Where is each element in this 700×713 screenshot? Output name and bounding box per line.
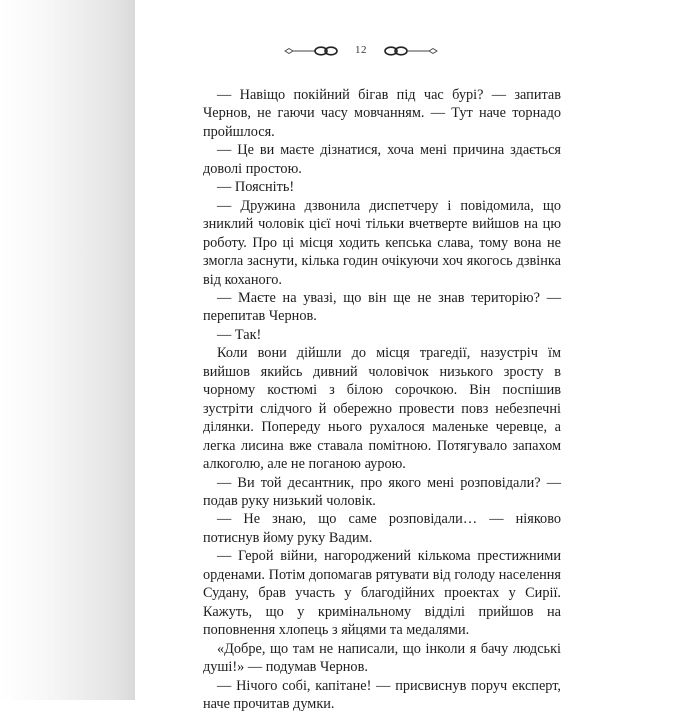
book-page — [135, 0, 700, 700]
paragraph: — Ви той десантник, про якого мені розповідали? — подав руку низький чоловік. — [203, 474, 561, 511]
body-text — [203, 86, 561, 713]
paragraph: — Маєте на увазі, що він ще не знав територію? — перепитав Чернов. — [203, 289, 561, 326]
paragraph: — Поясніть! — [203, 178, 561, 196]
paragraph: — Нічого собі, капітане! — присвиснув поруч експерт, наче прочитав думки. — [203, 677, 561, 713]
paragraph: — Так! — [203, 326, 561, 344]
paragraph: «Добре, що там не написали, що інколи я бачу людські душі!» — подумав Чернов. — [203, 640, 561, 677]
paragraph: — Герой війни, нагороджений кількома престижними орденами. Потім допомагав рятувати від голоду населення Судану, брав участь у благодійних проектах у Сирії. Кажуть, що у кримінальному відділі прийшов на поповнення хлопець з яйцями та медалями. — [203, 547, 561, 639]
paragraph: Коли вони дійшли до місця трагедії, назустріч їм вийшов якийсь дивний чоловічок низького зросту в чорному костюмі з білою сорочкою. Він поспішив зустріти слідчого й обережно провести повз небезпечні ділянки. Попереду нього рухалося маленьке черевце, а легка лисина вже ставала помітною. Потягувало запахом алкоголю, але не поганою аурою. — [203, 344, 561, 473]
paragraph: — Не знаю, що саме розповідали… — ніяково потиснув йому руку Вадим. — [203, 510, 561, 547]
paragraph: — Навіщо покійний бігав під час бурі? — запитав Чернов, не гаючи часу мовчанням. — Тут наче торнадо пройшлося. — [203, 86, 561, 141]
paragraph: — Дружина дзвонила диспетчеру і повідомила, що зниклий чоловік цієї ночі тільки вчетверте вийшов на цю роботу. Про ці місця ходить кепська слава, тому вона не змогла заснути, кілька годин очікуючи хоч якогось дзвінка від коханого. — [203, 197, 561, 289]
page-header — [219, 36, 503, 66]
page-gutter-shadow — [0, 0, 135, 700]
paragraph: — Це ви маєте дізнатися, хоча мені причина здається доволі простою. — [203, 141, 561, 178]
page-number: 12 — [344, 44, 378, 56]
